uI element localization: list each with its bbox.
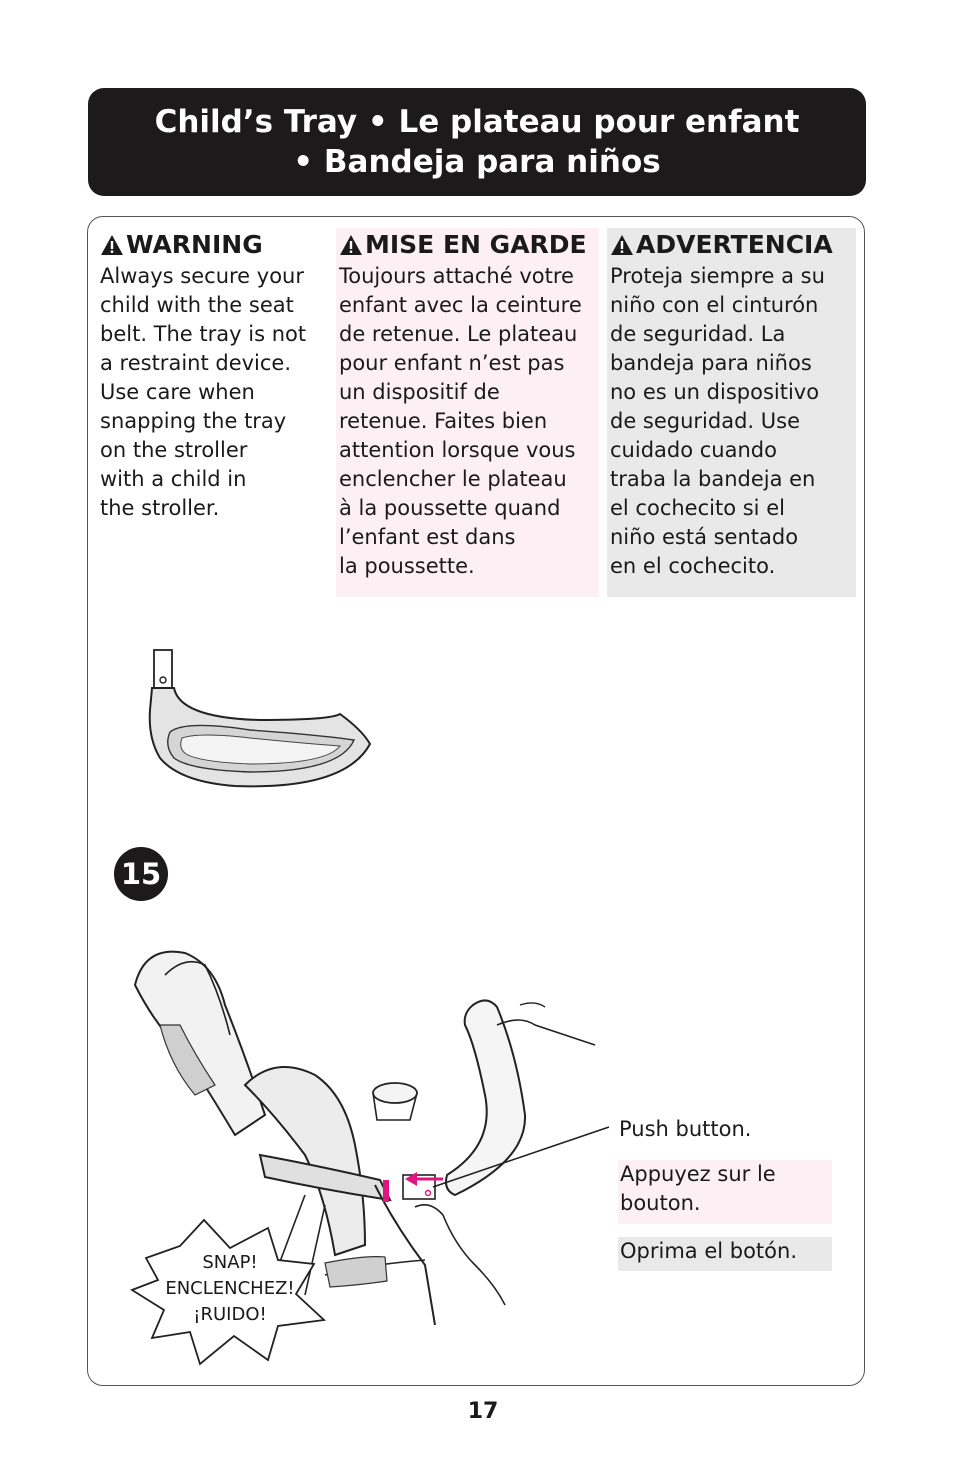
warning-heading-en: WARNING xyxy=(100,228,325,262)
warning-triangle-icon xyxy=(339,234,363,256)
warning-spanish xyxy=(607,228,856,597)
title-line-1: Child’s Tray • Le plateau pour enfant xyxy=(154,104,800,140)
warning-french xyxy=(336,228,599,597)
tray-illustration xyxy=(140,640,380,790)
warning-body-es: Proteja siempre a su niño con el cinturón de seguridad. La bandeja para niños no es un dispositivo de seguridad. Use cuidado cuando traba la bandeja en el cochecito si el niño está sentado en el cochecito. xyxy=(610,264,825,578)
callout-push-button-en: Push button. xyxy=(619,1117,752,1141)
warning-english xyxy=(100,228,325,523)
step-number-badge: 15 xyxy=(114,847,168,901)
title-line-2: • Bandeja para niños xyxy=(293,144,661,180)
callout-push-button-es: Oprima el botón. xyxy=(618,1237,832,1271)
warning-heading-fr: MISE EN GARDE xyxy=(339,228,599,262)
warning-triangle-icon xyxy=(100,234,124,256)
callout-push-button-fr: Appuyez sur le bouton. xyxy=(618,1160,832,1224)
warning-heading-es: ADVERTENCIA xyxy=(610,228,856,262)
warning-body-en: Always secure your child with the seat belt. The tray is not a restraint device. Use care when snapping the tray on the stroller with a child in the stroller. xyxy=(100,264,307,520)
snap-label: SNAP! ENCLENCHEZ! ¡RUIDO! xyxy=(165,1252,295,1325)
warning-body-fr: Toujours attaché votre enfant avec la ceinture de retenue. Le plateau pour enfant n’est pas un dispositif de retenue. Faites bien attention lorsque vous enclencher le plateau à la poussette quand l’enfant est dans la poussette. xyxy=(339,264,582,578)
warning-triangle-icon xyxy=(610,234,634,256)
page-number: 17 xyxy=(467,1399,499,1424)
title-banner xyxy=(88,88,866,196)
